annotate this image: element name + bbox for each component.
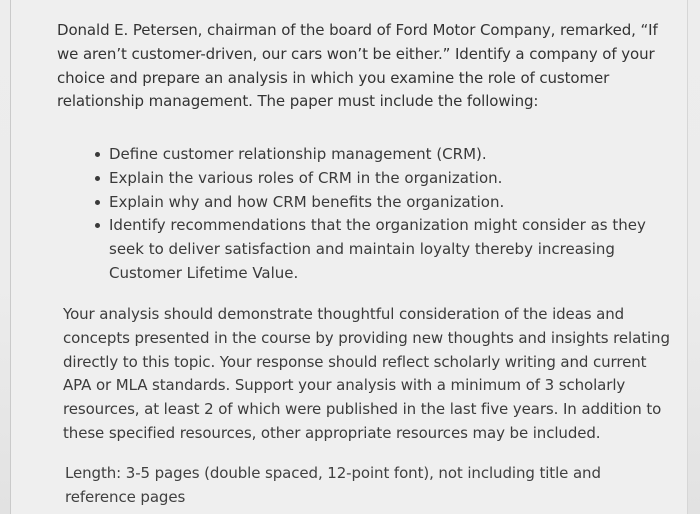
requirements-list	[95, 143, 646, 286]
analysis-line: these specified resources, other appropriate resources may be included.	[63, 423, 601, 442]
bullet-icon	[95, 152, 100, 157]
list-item-text: Customer Lifetime Value.	[109, 263, 299, 282]
intro-line: we aren’t customer-driven, our cars won’t be either.” Identify a company of your	[57, 44, 655, 63]
length-line: Length: 3-5 pages (double spaced, 12-point font), not including title and	[65, 464, 601, 482]
analysis-line: resources, at least 2 of which were published in the last five years. In addition to	[63, 400, 662, 419]
list-item-text: Explain why and how CRM benefits the organization.	[109, 192, 505, 211]
length-line: reference pages	[65, 487, 186, 506]
bullet-icon	[95, 176, 100, 181]
list-item-text: Define customer relationship management (CRM).	[109, 145, 487, 163]
intro-line: Donald E. Petersen, chairman of the board of Ford Motor Company, remarked, “If	[57, 21, 658, 39]
bullet-icon	[95, 200, 100, 205]
analysis-line: concepts presented in the course by providing new thoughts and insights relating	[63, 328, 670, 347]
intro-paragraph	[57, 19, 658, 114]
list-item	[95, 143, 646, 167]
bullet-icon	[95, 223, 100, 228]
analysis-line: Your analysis should demonstrate thoughtful consideration of the ideas and	[63, 305, 625, 323]
list-item	[95, 167, 646, 191]
length-paragraph	[65, 462, 601, 510]
analysis-line: APA or MLA standards. Support your analysis with a minimum of 3 scholarly	[63, 376, 626, 395]
list-item	[95, 191, 646, 215]
list-item-text: Identify recommendations that the organization might consider as they	[109, 216, 646, 235]
list-item	[95, 214, 646, 285]
list-item-text: seek to deliver satisfaction and maintain loyalty thereby increasing	[109, 240, 615, 259]
intro-line: choice and prepare an analysis in which you examine the role of customer	[57, 68, 610, 87]
analysis-paragraph	[63, 303, 670, 446]
list-item-text: Explain the various roles of CRM in the organization.	[109, 168, 503, 187]
intro-line: relationship management. The paper must include the following:	[57, 92, 539, 111]
analysis-line: directly to this topic. Your response should reflect scholarly writing and current	[63, 352, 647, 371]
document-sheet	[10, 0, 688, 514]
